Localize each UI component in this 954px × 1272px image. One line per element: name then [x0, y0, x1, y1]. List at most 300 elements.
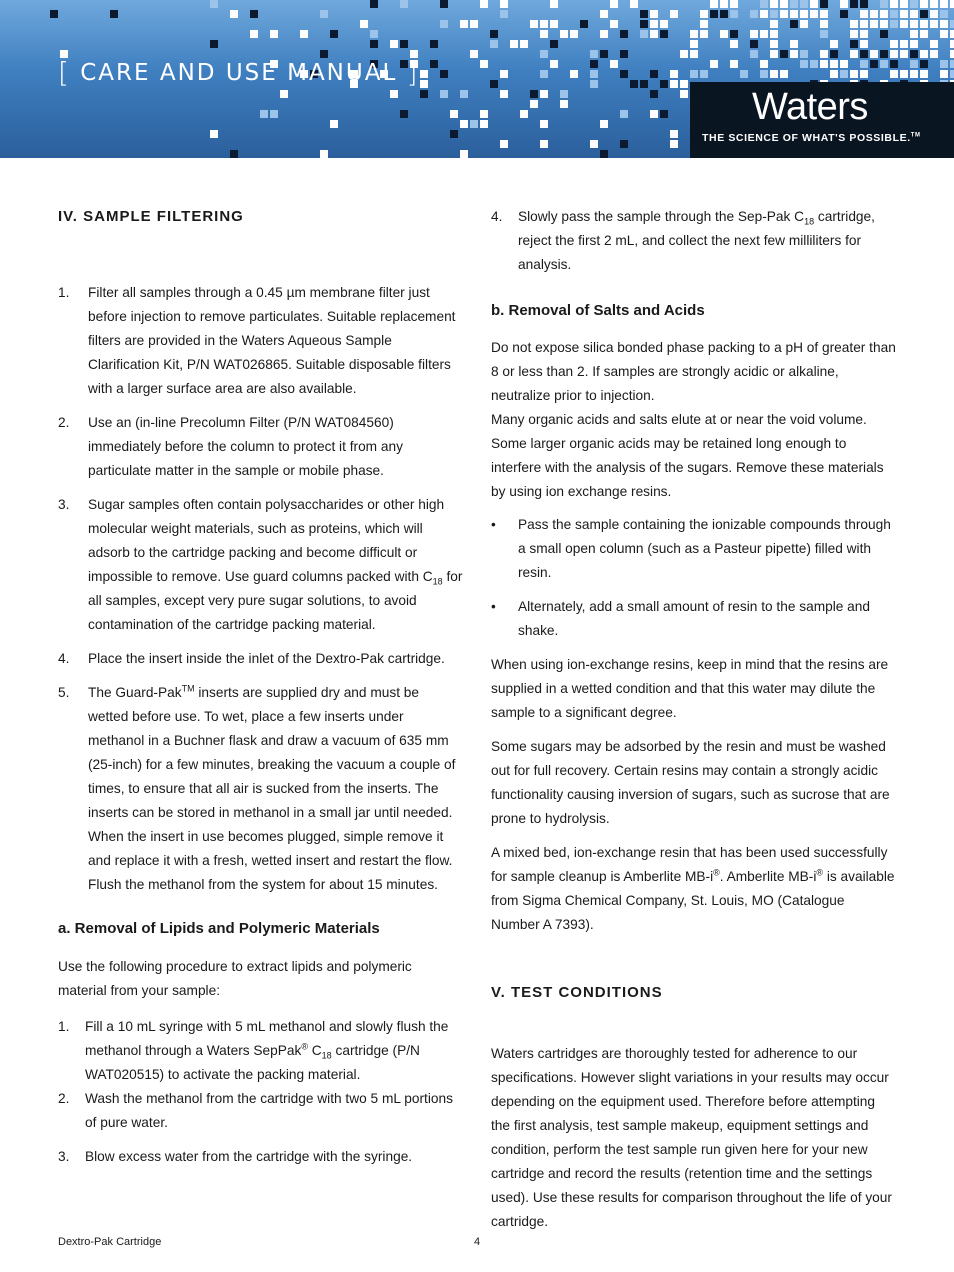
mosaic-pixel — [710, 0, 718, 8]
step-text-b: for all samples, except very pure sugar solutions, to avoid contamination of the cartridge packing material. — [88, 569, 463, 632]
mosaic-pixel — [640, 10, 648, 18]
mosaic-pixel — [770, 30, 778, 38]
mosaic-pixel — [910, 10, 918, 18]
mosaic-pixel — [540, 120, 548, 128]
mosaic-pixel — [760, 0, 768, 8]
mosaic-pixel — [730, 60, 738, 68]
tagline — [702, 132, 921, 144]
mosaic-pixel — [780, 50, 788, 58]
mosaic-pixel — [830, 50, 838, 58]
mosaic-pixel — [790, 50, 798, 58]
mosaic-pixel — [900, 0, 908, 8]
mosaic-pixel — [900, 40, 908, 48]
mosaic-pixel — [890, 40, 898, 48]
mosaic-pixel — [880, 10, 888, 18]
mosaic-pixel — [920, 70, 928, 78]
mosaic-pixel — [440, 0, 448, 8]
mosaic-pixel — [850, 70, 858, 78]
mosaic-pixel — [940, 20, 948, 28]
mosaic-pixel — [480, 110, 488, 118]
superscript: TM — [181, 683, 195, 694]
mosaic-pixel — [370, 30, 378, 38]
mosaic-pixel — [860, 70, 868, 78]
mosaic-pixel — [480, 60, 488, 68]
step-text: Place the insert inside the inlet of the Dextro-Pak cartridge. — [88, 651, 445, 666]
mosaic-pixel — [490, 30, 498, 38]
mosaic-pixel — [490, 40, 498, 48]
mosaic-pixel — [780, 0, 788, 8]
mosaic-pixel — [760, 70, 768, 78]
mosaic-pixel — [900, 20, 908, 28]
right-column — [491, 205, 896, 1234]
mosaic-pixel — [420, 70, 428, 78]
mosaic-pixel — [640, 20, 648, 28]
mosaic-pixel — [880, 30, 888, 38]
waters-logo: Waters — [752, 86, 868, 128]
step-text-a: The Guard-Pak — [88, 685, 182, 700]
mosaic-pixel — [860, 40, 868, 48]
mosaic-pixel — [390, 90, 398, 98]
mosaic-pixel — [420, 90, 428, 98]
mosaic-pixel — [640, 80, 648, 88]
mosaic-pixel — [400, 0, 408, 8]
mosaic-pixel — [300, 30, 308, 38]
mosaic-pixel — [880, 20, 888, 28]
mosaic-pixel — [750, 10, 758, 18]
mosaic-pixel — [910, 50, 918, 58]
step-number: 3. — [58, 1149, 70, 1164]
mosaic-pixel — [820, 0, 828, 8]
step-number: 2. — [58, 415, 70, 430]
mosaic-pixel — [900, 10, 908, 18]
mosaic-pixel — [320, 10, 328, 18]
mosaic-pixel — [910, 0, 918, 8]
mosaic-pixel — [610, 0, 618, 8]
mosaic-pixel — [210, 40, 218, 48]
mosaic-pixel — [770, 70, 778, 78]
step-text: Filter all samples through a 0.45 µm membrane filter just before injection to remove particulates. Suitable replacement filters are provided in the Waters Aqueous Sample Clarification Kit, P/N WAT026865. Suitable disposable filters with a larger surface area are also available. — [88, 285, 456, 396]
mosaic-pixel — [790, 0, 798, 8]
mosaic-pixel — [780, 70, 788, 78]
mosaic-pixel — [520, 40, 528, 48]
mosaic-pixel — [730, 0, 738, 8]
mosaic-pixel — [920, 50, 928, 58]
mosaic-pixel — [890, 10, 898, 18]
mosaic-pixel — [950, 0, 954, 8]
lipid-step-1 — [58, 1015, 463, 1087]
mosaic-pixel — [820, 30, 828, 38]
mosaic-pixel — [730, 30, 738, 38]
mosaic-pixel — [920, 0, 928, 8]
mosaic-pixel — [930, 20, 938, 28]
mosaic-pixel — [800, 0, 808, 8]
mosaic-pixel — [920, 20, 928, 28]
mosaic-pixel — [230, 150, 238, 158]
mosaic-pixel — [540, 20, 548, 28]
mosaic-pixel — [360, 20, 368, 28]
mosaic-pixel — [650, 30, 658, 38]
mosaic-pixel — [430, 40, 438, 48]
mosaic-pixel — [670, 140, 678, 148]
mosaic-pixel — [860, 20, 868, 28]
mosaic-pixel — [810, 0, 818, 8]
filter-step-2 — [58, 411, 463, 483]
mosaic-pixel — [890, 70, 898, 78]
mosaic-pixel — [950, 40, 954, 48]
mosaic-pixel — [460, 150, 468, 158]
filter-step-1 — [58, 281, 463, 401]
bracket-open: [ — [58, 56, 71, 89]
mosaic-pixel — [590, 50, 598, 58]
mosaic-pixel — [950, 60, 954, 68]
mosaic-pixel — [770, 40, 778, 48]
mosaic-pixel — [710, 10, 718, 18]
step-number: 1. — [58, 1019, 70, 1034]
mosaic-pixel — [860, 50, 868, 58]
mosaic-pixel — [890, 60, 898, 68]
lipid-step-2 — [58, 1087, 463, 1135]
registered-mark: ® — [713, 867, 720, 878]
mosaic-pixel — [530, 90, 538, 98]
mosaic-pixel — [840, 10, 848, 18]
mosaic-pixel — [860, 0, 868, 8]
mosaic-pixel — [930, 50, 938, 58]
mosaic-pixel — [650, 110, 658, 118]
mosaic-pixel — [910, 70, 918, 78]
mosaic-pixel — [650, 70, 658, 78]
mosaic-pixel — [580, 20, 588, 28]
mosaic-pixel — [370, 0, 378, 8]
mosaic-pixel — [830, 40, 838, 48]
mosaic-pixel — [600, 10, 608, 18]
mosaic-pixel — [700, 20, 708, 28]
mosaic-pixel — [730, 10, 738, 18]
footer-doc-name: Dextro-Pak Cartridge — [58, 1236, 162, 1248]
mosaic-pixel — [500, 90, 508, 98]
section-5-title: V. TEST CONDITIONS — [491, 984, 663, 1001]
mosaic-pixel — [250, 30, 258, 38]
mosaic-pixel — [850, 30, 858, 38]
registered-mark: ® — [301, 1041, 308, 1052]
salts-paragraph-2: Many organic acids and salts elute at or near the void volume. Some larger organic acids may be retained long enough to interfere with the analysis of the sugars. Remove these materials by using ion exchange resins. — [491, 412, 884, 499]
mosaic-pixel — [420, 80, 428, 88]
step-text-b: cartridge (P/N WAT020515) to activate the packing material. — [85, 1043, 420, 1082]
manual-title — [58, 56, 420, 89]
step-text — [518, 205, 896, 277]
mosaic-pixel — [560, 30, 568, 38]
mosaic-pixel — [930, 10, 938, 18]
mosaic-pixel — [890, 0, 898, 8]
mosaic-pixel — [680, 80, 688, 88]
step-text-a: Fill a 10 mL syringe with 5 mL methanol and slowly flush the methanol through a Waters SepPak — [85, 1019, 449, 1058]
mosaic-pixel — [430, 60, 438, 68]
mosaic-pixel — [650, 10, 658, 18]
mosaic-pixel — [650, 90, 658, 98]
mosaic-pixel — [620, 30, 628, 38]
mosaic-pixel — [770, 50, 778, 58]
mosaic-pixel — [540, 140, 548, 148]
mosaic-pixel — [840, 70, 848, 78]
mosaic-pixel — [330, 30, 338, 38]
registered-mark: ® — [816, 867, 824, 878]
mosaic-pixel — [660, 20, 668, 28]
mosaic-pixel — [670, 70, 678, 78]
step-text — [88, 681, 463, 897]
mosaic-pixel — [920, 30, 928, 38]
mosaic-pixel — [520, 110, 528, 118]
mosaic-pixel — [770, 0, 778, 8]
mosaic-pixel — [620, 110, 628, 118]
step-number: 4. — [491, 209, 503, 224]
header-banner — [0, 0, 954, 158]
mosaic-pixel — [620, 140, 628, 148]
subsection-a-intro: Use the following procedure to extract lipids and polymeric material from your sample: — [58, 959, 412, 998]
manual-title-text: CARE AND USE MANUAL — [80, 60, 398, 86]
mosaic-pixel — [550, 60, 558, 68]
mosaic-pixel — [560, 100, 568, 108]
mosaic-pixel — [870, 20, 878, 28]
mosaic-pixel — [670, 80, 678, 88]
paragraph-text-a: A mixed bed, ion-exchange resin that has been used successfully for sample cleanup is Amberlite MB-i — [491, 845, 888, 884]
mosaic-pixel — [590, 140, 598, 148]
mosaic-pixel — [630, 0, 638, 8]
step-text: Use an (in-line Precolumn Filter (P/N WAT084560) immediately before the column to protect it from any particulate matter in the sample or mobile phase. — [88, 415, 403, 478]
mosaic-pixel — [860, 10, 868, 18]
mosaic-pixel — [540, 70, 548, 78]
mosaic-pixel — [790, 40, 798, 48]
mosaic-pixel — [800, 20, 808, 28]
bullet-text: Alternately, add a small amount of resin to the sample and shake. — [518, 599, 871, 638]
mosaic-pixel — [770, 20, 778, 28]
salts-paragraph-4: Some sugars may be adsorbed by the resin and must be washed out for full recovery. Certain resins may contain a strongly acidic functionality causing inversion of sugars, such as sucrose that are prone to hydrolysis. — [491, 739, 890, 826]
subsection-b-title: b. Removal of Salts and Acids — [491, 302, 705, 319]
filter-step-3 — [58, 493, 463, 637]
section-4-title: IV. SAMPLE FILTERING — [58, 208, 244, 225]
mosaic-pixel — [550, 40, 558, 48]
bullet-item — [491, 513, 896, 585]
mosaic-pixel — [950, 20, 954, 28]
mosaic-pixel — [500, 70, 508, 78]
mosaic-pixel — [750, 50, 758, 58]
mosaic-pixel — [530, 100, 538, 108]
mosaic-pixel — [820, 60, 828, 68]
mosaic-pixel — [660, 30, 668, 38]
mosaic-pixel — [920, 60, 928, 68]
mosaic-pixel — [700, 10, 708, 18]
mosaic-pixel — [570, 70, 578, 78]
mosaic-pixel — [490, 80, 498, 88]
mosaic-pixel — [880, 60, 888, 68]
bullet-item — [491, 595, 896, 643]
mosaic-pixel — [820, 20, 828, 28]
mosaic-pixel — [940, 10, 948, 18]
mosaic-pixel — [590, 60, 598, 68]
step-number: 2. — [58, 1091, 70, 1106]
mosaic-pixel — [800, 10, 808, 18]
mosaic-pixel — [400, 110, 408, 118]
step-text-mid: C — [307, 1043, 322, 1058]
mosaic-pixel — [870, 10, 878, 18]
mosaic-pixel — [860, 30, 868, 38]
mosaic-pixel — [570, 30, 578, 38]
tagline-tm: TM — [910, 132, 921, 139]
mosaic-pixel — [950, 30, 954, 38]
mosaic-pixel — [440, 90, 448, 98]
mosaic-pixel — [390, 40, 398, 48]
step-number: 4. — [58, 651, 70, 666]
mosaic-pixel — [700, 70, 708, 78]
mosaic-pixel — [250, 10, 258, 18]
salts-paragraph-3: When using ion-exchange resins, keep in mind that the resins are supplied in a wetted condition and that this water may dilute the sample to a significant degree. — [491, 657, 889, 720]
mosaic-pixel — [800, 50, 808, 58]
mosaic-pixel — [690, 30, 698, 38]
mosaic-pixel — [720, 30, 728, 38]
mosaic-pixel — [750, 40, 758, 48]
mosaic-pixel — [630, 80, 638, 88]
mosaic-pixel — [940, 60, 948, 68]
step-text-a: Slowly pass the sample through the Sep-Pak C — [518, 209, 805, 224]
mosaic-pixel — [450, 130, 458, 138]
step-number: 1. — [58, 285, 70, 300]
mosaic-pixel — [930, 0, 938, 8]
bracket-close: ] — [406, 56, 420, 89]
subscript: 18 — [804, 216, 815, 227]
mosaic-pixel — [460, 90, 468, 98]
mosaic-pixel — [590, 70, 598, 78]
step-text-b: inserts are supplied dry and must be wetted before use. To wet, place a few inserts under methanol in a Buchner flask and draw a vacuum of 635 mm (25-inch) for a few minutes, breaking the vacuum a couple of times, to ensure that all air is sucked from the inserts. The inserts can be stored in methanol in a small jar until needed. When the insert in use becomes plugged, simple remove it and replace it with a fresh, wetted insert and restart the flow. Flush the methanol from the system for about 15 minutes. — [88, 685, 456, 892]
mosaic-pixel — [270, 30, 278, 38]
mosaic-pixel — [950, 50, 954, 58]
step-text: Blow excess water from the cartridge with the syringe. — [85, 1149, 413, 1164]
mosaic-pixel — [450, 110, 458, 118]
mosaic-pixel — [890, 20, 898, 28]
mosaic-pixel — [910, 40, 918, 48]
mosaic-pixel — [750, 30, 758, 38]
mosaic-pixel — [680, 90, 688, 98]
mosaic-pixel — [500, 0, 508, 8]
footer-page-number: 4 — [474, 1236, 481, 1248]
mosaic-pixel — [330, 120, 338, 128]
mosaic-pixel — [760, 60, 768, 68]
filter-step-4 — [58, 647, 463, 671]
mosaic-pixel — [860, 60, 868, 68]
mosaic-pixel — [600, 120, 608, 128]
salts-paragraph-5 — [491, 841, 896, 937]
mosaic-pixel — [880, 50, 888, 58]
mosaic-pixel — [370, 40, 378, 48]
mosaic-pixel — [540, 30, 548, 38]
mosaic-pixel — [820, 10, 828, 18]
mosaic-pixel — [820, 50, 828, 58]
mosaic-pixel — [470, 120, 478, 128]
mosaic-pixel — [710, 60, 718, 68]
mosaic-pixel — [910, 60, 918, 68]
mosaic-pixel — [680, 50, 688, 58]
mosaic-pixel — [470, 20, 478, 28]
mosaic-pixel — [510, 40, 518, 48]
mosaic-pixel — [610, 20, 618, 28]
mosaic-pixel — [830, 60, 838, 68]
test-conditions-paragraph: Waters cartridges are thoroughly tested for adherence to our specifications. However slight variations in your results may occur depending on the equipment used. Therefore before attempting the first analysis, test sample makeup, equipment settings and condition, perform the test sample run given here for your new cartridge and record the results (retention time and the settings used). Use these results for comparison throughout the life of your cartridge. — [491, 1046, 892, 1229]
mosaic-pixel — [730, 40, 738, 48]
mosaic-pixel — [840, 0, 848, 8]
subsection-a-title: a. Removal of Lipids and Polymeric Materials — [58, 920, 380, 937]
lipid-step-4 — [491, 205, 896, 277]
mosaic-pixel — [700, 30, 708, 38]
mosaic-pixel — [950, 70, 954, 78]
mosaic-pixel — [930, 40, 938, 48]
mosaic-pixel — [890, 50, 898, 58]
mosaic-pixel — [850, 20, 858, 28]
mosaic-pixel — [690, 70, 698, 78]
mosaic-pixel — [560, 90, 568, 98]
mosaic-pixel — [670, 10, 678, 18]
mosaic-pixel — [620, 70, 628, 78]
mosaic-pixel — [460, 120, 468, 128]
mosaic-pixel — [460, 20, 468, 28]
mosaic-pixel — [940, 0, 948, 8]
mosaic-pixel — [600, 30, 608, 38]
mosaic-pixel — [690, 50, 698, 58]
mosaic-pixel — [880, 0, 888, 8]
mosaic-pixel — [540, 90, 548, 98]
mosaic-pixel — [620, 50, 628, 58]
mosaic-pixel — [480, 0, 488, 8]
mosaic-pixel — [870, 60, 878, 68]
mosaic-pixel — [810, 60, 818, 68]
mosaic-pixel — [790, 20, 798, 28]
mosaic-pixel — [210, 0, 218, 8]
mosaic-pixel — [910, 20, 918, 28]
mosaic-pixel — [270, 110, 278, 118]
mosaic-pixel — [790, 10, 798, 18]
mosaic-pixel — [800, 60, 808, 68]
mosaic-pixel — [660, 80, 668, 88]
mosaic-pixel — [530, 20, 538, 28]
paragraph-text-b: . Amberlite MB-i — [719, 869, 817, 884]
mosaic-pixel — [540, 50, 548, 58]
mosaic-pixel — [650, 20, 658, 28]
mosaic-pixel — [840, 60, 848, 68]
mosaic-pixel — [600, 150, 608, 158]
mosaic-pixel — [480, 120, 488, 128]
bullet-mark: • — [491, 517, 496, 532]
subscript: 18 — [432, 576, 443, 587]
step-text: Wash the methanol from the cartridge with two 5 mL portions of pure water. — [85, 1091, 453, 1130]
mosaic-pixel — [900, 50, 908, 58]
mosaic-pixel — [920, 10, 928, 18]
mosaic-pixel — [590, 80, 598, 88]
mosaic-pixel — [740, 70, 748, 78]
step-text — [85, 1015, 463, 1087]
mosaic-pixel — [440, 70, 448, 78]
step-text-b: cartridge, reject the first 2 mL, and collect the next few milliliters for analysis. — [518, 209, 875, 272]
mosaic-pixel — [770, 10, 778, 18]
mosaic-pixel — [830, 70, 838, 78]
mosaic-pixel — [910, 30, 918, 38]
mosaic-pixel — [110, 10, 118, 18]
filter-step-5 — [58, 681, 463, 897]
paragraph-text-c: is available from Sigma Chemical Company, St. Louis, MO (Catalogue Number A 7393). — [491, 869, 895, 932]
mosaic-pixel — [470, 50, 478, 58]
mosaic-pixel — [720, 10, 728, 18]
mosaic-pixel — [550, 20, 558, 28]
mosaic-pixel — [850, 40, 858, 48]
mosaic-pixel — [810, 10, 818, 18]
mosaic-pixel — [760, 10, 768, 18]
mosaic-pixel — [500, 10, 508, 18]
mosaic-pixel — [720, 0, 728, 8]
